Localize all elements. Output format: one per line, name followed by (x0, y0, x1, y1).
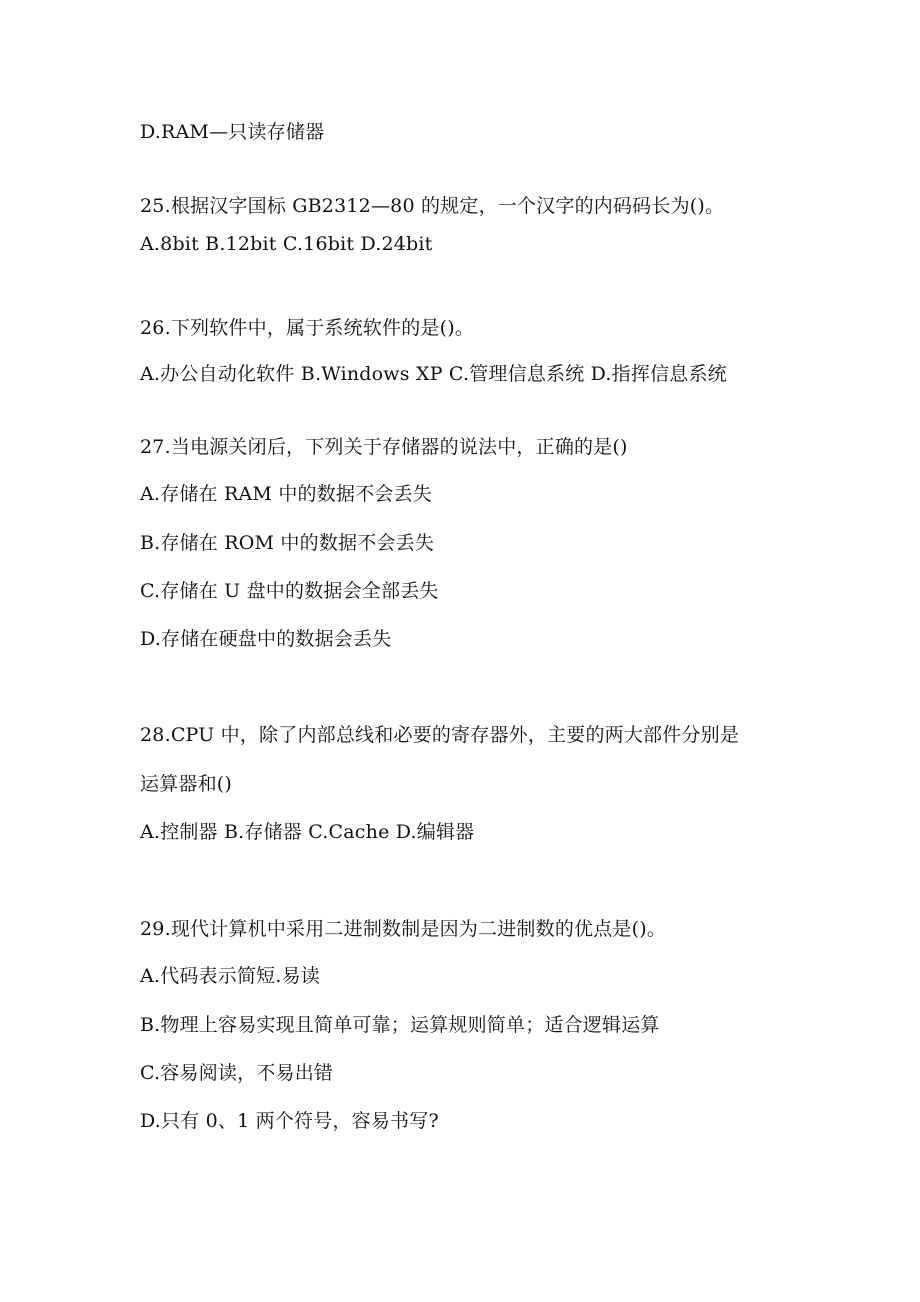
q28-stem-line1: 28.CPU 中，除了内部总线和必要的寄存器外，主要的两大部件分别是 (140, 724, 740, 746)
q29-option-a: A.代码表示简短.易读 (140, 965, 321, 987)
q27-option-a: A.存储在 RAM 中的数据不会丢失 (140, 483, 432, 505)
q29-stem: 29.现代计算机中采用二进制数制是因为二进制数的优点是()。 (140, 918, 667, 940)
q25-stem: 25.根据汉字国标 GB2312—80 的规定，一个汉字的内码码长为()。 (140, 195, 725, 217)
q28-options: A.控制器 B.存储器 C.Cache D.编辑器 (140, 821, 475, 843)
q27-option-d: D.存储在硬盘中的数据会丢失 (140, 628, 392, 650)
q25-options: A.8bit B.12bit C.16bit D.24bit (140, 233, 433, 255)
q28-stem-line2: 运算器和() (140, 773, 233, 795)
q29-option-b: B.物理上容易实现且简单可靠；运算规则简单；适合逻辑运算 (140, 1014, 660, 1036)
q27-stem: 27.当电源关闭后，下列关于存储器的说法中，正确的是() (140, 436, 628, 458)
q26-stem: 26.下列软件中，属于系统软件的是()。 (140, 317, 475, 339)
q24-option-d: D.RAM—只读存储器 (140, 121, 325, 143)
q29-option-d: D.只有 0、1 两个符号，容易书写? (140, 1110, 439, 1132)
q27-option-c: C.存储在 U 盘中的数据会全部丢失 (140, 580, 439, 602)
q27-option-b: B.存储在 ROM 中的数据不会丢失 (140, 532, 435, 554)
q26-options: A.办公自动化软件 B.Windows XP C.管理信息系统 D.指挥信息系统 (140, 363, 727, 385)
q29-option-c: C.容易阅读，不易出错 (140, 1062, 334, 1084)
